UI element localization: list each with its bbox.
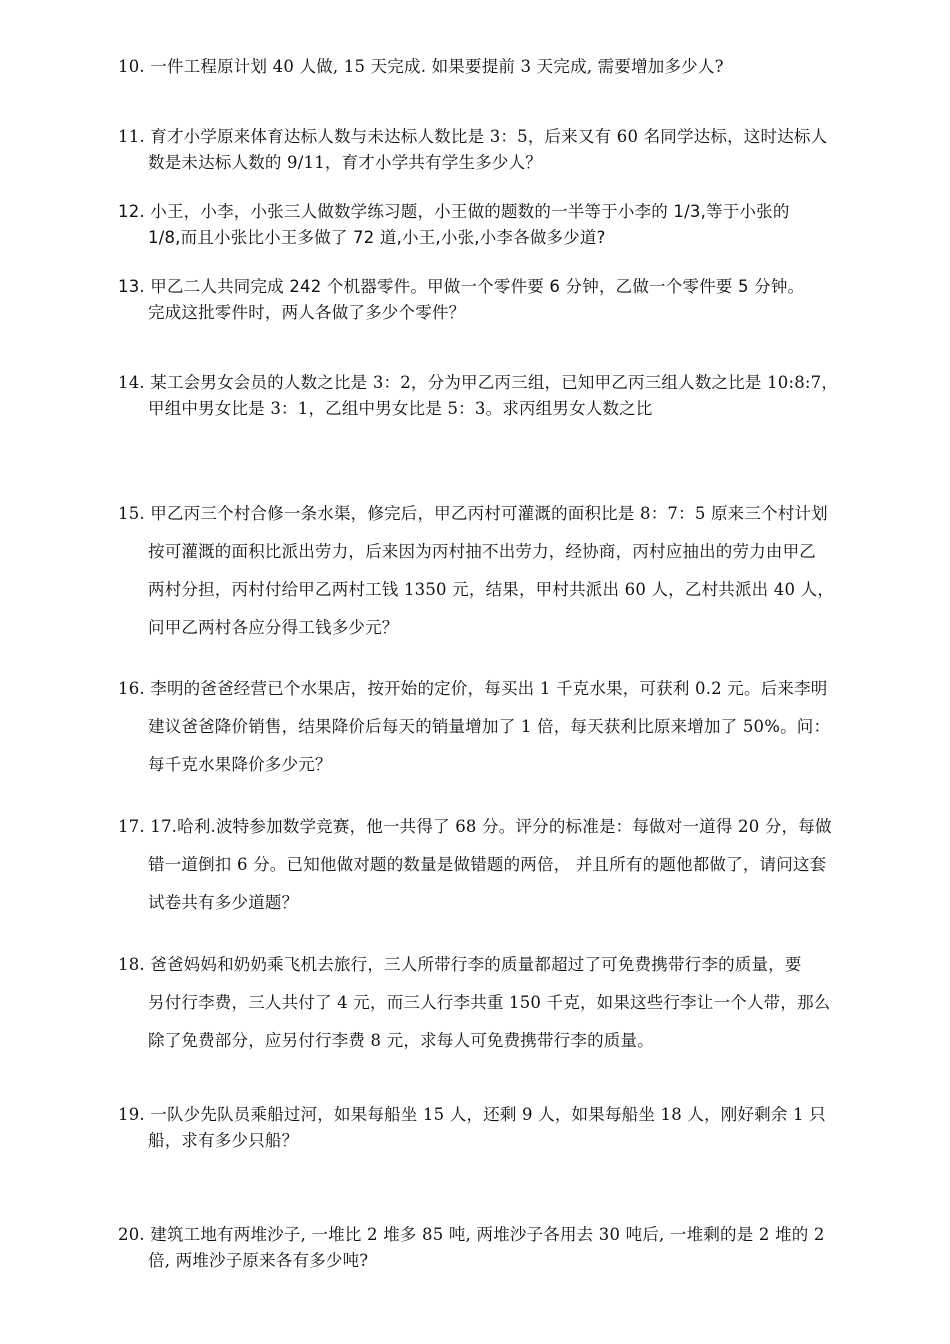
problem-12-line-2: 1/8,而且小张比小王多做了 72 道,小王,小张,小李各做多少道? — [148, 228, 606, 247]
problem-10 — [118, 54, 908, 80]
problem-18-line-3: 除了免费部分，应另付行李费 8 元，求每人可免费携带行李的质量。 — [148, 1031, 654, 1050]
problem-13-line-1: 13. 甲乙二人共同完成 242 个机器零件。甲做一个零件要 6 分钟，乙做一个零件要 5 分钟。 — [118, 277, 805, 296]
problem-12-line-1: 12. 小王，小李，小张三人做数学练习题，小王做的题数的一半等于小李的 1/3,等于小张的 — [118, 202, 790, 221]
problem-16-line-2: 建议爸爸降价销售，结果降价后每天的销量增加了 1 倍，每天获利比原来增加了 50%。问： — [148, 717, 831, 736]
problem-14 — [118, 370, 908, 422]
problem-16-line-3: 每千克水果降价多少元？ — [148, 755, 332, 774]
problem-15-line-1: 15. 甲乙丙三个村合修一条水渠，修完后，甲乙丙村可灌溉的面积比是 8：7：5 原来三个村计划 — [118, 504, 828, 523]
problem-11 — [118, 124, 908, 176]
problem-14-line-1: 14. 某工会男女会员的人数之比是 3：2，分为甲乙丙三组，已知甲乙丙三组人数之比是 10:8:7， — [118, 373, 839, 392]
problem-19-line-2: 船，求有多少只船？ — [148, 1131, 299, 1150]
problem-13 — [118, 274, 908, 326]
problem-17-line-2: 错一道倒扣 6 分。已知他做对题的数量是做错题的两倍， 并且所有的题他都做了，请问这套 — [148, 855, 827, 874]
problem-15-line-3: 两村分担，丙村付给甲乙两村工钱 1350 元，结果，甲村共派出 60 人，乙村共派出 40 人， — [148, 580, 835, 599]
problem-15-line-2: 按可灌溉的面积比派出劳力，后来因为丙村抽不出劳力，经协商，丙村应抽出的劳力由甲乙 — [148, 542, 816, 561]
problem-18-line-2: 另付行李费，三人共付了 4 元，而三人行李共重 150 千克，如果这些行李让一个人带，那么 — [148, 993, 831, 1012]
problem-20-line-1: 20. 建筑工地有两堆沙子, 一堆比 2 堆多 85 吨, 两堆沙子各用去 30 吨后, 一堆剩的是 2 堆的 2 — [118, 1225, 825, 1244]
problem-20-line-2: 倍, 两堆沙子原来各有多少吨? — [148, 1251, 369, 1270]
problem-11-line-1: 11. 育才小学原来体育达标人数与未达标人数比是 3：5，后来又有 60 名同学达标，这时达标人 — [118, 127, 828, 146]
problem-19 — [118, 1102, 908, 1154]
problem-15-line-4: 问甲乙两村各应分得工钱多少元？ — [148, 618, 399, 637]
problem-12 — [118, 199, 908, 251]
problem-14-line-2: 甲组中男女比是 3：1，乙组中男女比是 5：3。求丙组男女人数之比 — [148, 399, 653, 418]
problem-16-line-1: 16. 李明的爸爸经营已个水果店，按开始的定价，每买出 1 千克水果，可获利 0.2 元。后来李明 — [118, 679, 828, 698]
problem-17-line-1: 17. 17.哈利.波特参加数学竞赛，他一共得了 68 分。评分的标准是：每做对一道得 20 分，每做 — [118, 817, 832, 836]
problem-17 — [118, 808, 908, 922]
problem-18 — [118, 946, 908, 1060]
problem-13-line-2: 完成这批零件时，两人各做了多少个零件？ — [148, 303, 466, 322]
problem-16 — [118, 670, 908, 784]
problem-20 — [118, 1222, 908, 1274]
problem-18-line-1: 18. 爸爸妈妈和奶奶乘飞机去旅行，三人所带行李的质量都超过了可免费携带行李的质量，要 — [118, 955, 802, 974]
problem-15 — [118, 495, 908, 647]
problem-19-line-1: 19. 一队少先队员乘船过河，如果每船坐 15 人，还剩 9 人，如果每船坐 18 人，刚好剩余 1 只 — [118, 1105, 826, 1124]
problem-17-line-3: 试卷共有多少道题？ — [148, 893, 299, 912]
problem-11-line-2: 数是未达标人数的 9/11，育才小学共有学生多少人？ — [148, 153, 542, 172]
problem-10-line-1: 10. 一件工程原计划 40 人做, 15 天完成. 如果要提前 3 天完成, 需要增加多少人? — [118, 57, 724, 76]
